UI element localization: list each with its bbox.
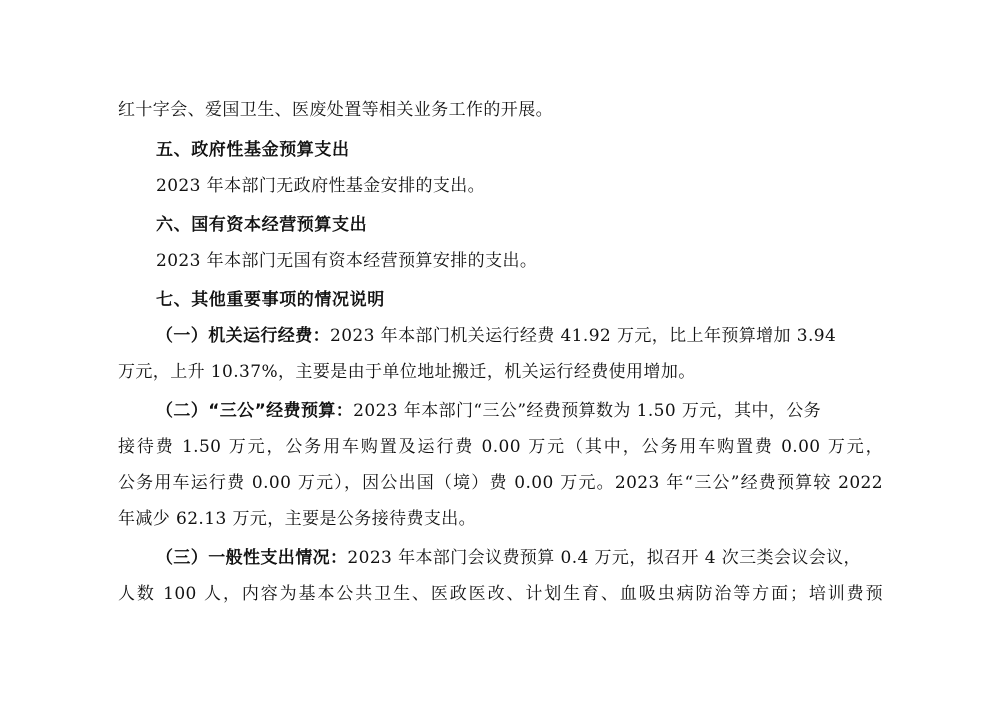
subsection-3-line-1 [156, 546, 883, 570]
section-6-text: 2023 年本部门无国有资本经营预算安排的支出。 [156, 251, 538, 271]
subsection-1-text-a: 2023 年本部门机关运行经费 41.92 万元，比上年预算增加 3.94 [330, 326, 837, 346]
subsection-2-line-3: 公务用车运行费 0.00 万元），因公出国（境）费 0.00 万元。2023 年“三公”经费预算较 2022 [118, 473, 883, 493]
paragraph-line: 红十字会、爱国卫生、医废处置等相关业务工作的开展。 [118, 100, 553, 120]
subsection-2-title: （二）“三公”经费预算： [156, 401, 354, 421]
subsection-2-line-2: 接待费 1.50 万元，公务用车购置及运行费 0.00 万元（其中，公务用车购置费 0.00 万元， [118, 437, 883, 457]
subsection-3-title: （三）一般性支出情况： [156, 548, 348, 568]
subsection-3-line-2: 人数 100 人，内容为基本公共卫生、医政医改、计划生育、血吸虫病防治等方面；培训费预 [118, 584, 883, 604]
subsection-1-line-2: 万元，上升 10.37%，主要是由于单位地址搬迁，机关运行经费使用增加。 [118, 362, 696, 382]
subsection-2-line-1 [156, 399, 883, 423]
subsection-2-line-4: 年减少 62.13 万元，主要是公务接待费支出。 [118, 509, 477, 529]
subsection-1-line-1 [156, 324, 883, 348]
subsection-1-title: （一）机关运行经费： [156, 326, 330, 346]
section-heading-7: 七、其他重要事项的情况说明 [156, 290, 385, 310]
section-heading-5: 五、政府性基金预算支出 [156, 140, 350, 160]
subsection-2-text-a: 2023 年本部门“三公”经费预算数为 1.50 万元，其中，公务 [353, 401, 822, 421]
section-heading-6: 六、国有资本经营预算支出 [156, 215, 368, 235]
section-5-text: 2023 年本部门无政府性基金安排的支出。 [156, 176, 486, 196]
subsection-3-text-a: 2023 年本部门会议费预算 0.4 万元，拟召开 4 次三类会议会议， [347, 548, 861, 568]
